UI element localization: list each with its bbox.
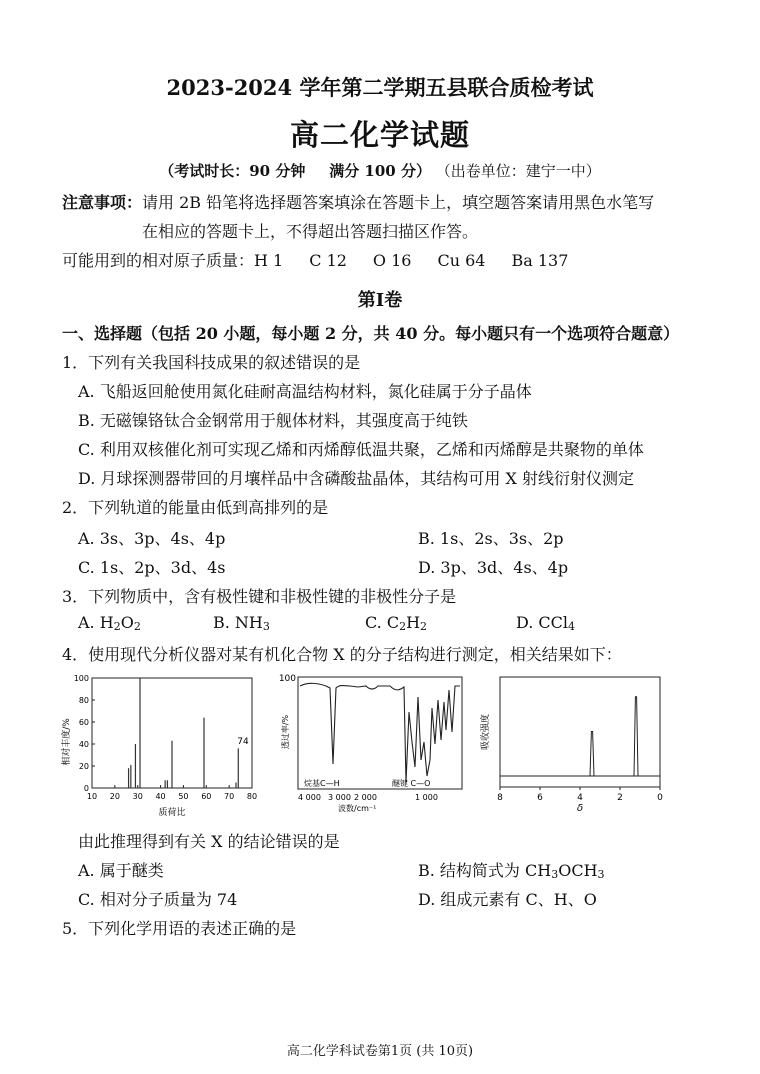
- nmr-xtick-label: 6: [537, 793, 543, 803]
- q2-option-c: C. 1s、2p、3d、4s: [78, 558, 226, 577]
- ms-xtick-label: 10: [86, 792, 98, 801]
- exam-full-score: 满分 100 分）: [329, 162, 431, 180]
- notice-label: 注意事项：: [62, 193, 143, 212]
- ir-spectrum-chart: [278, 672, 468, 818]
- q2-option-a: A. 3s、3p、4s、4p: [78, 529, 226, 548]
- atomic-mass-o: O 16: [372, 251, 412, 270]
- q2-option-d: D. 3p、3d、4s、4p: [418, 558, 569, 577]
- q4-conclusion: 由此推理得到有关 X 的结论错误的是: [78, 832, 340, 851]
- ms-xtick-label: 40: [155, 792, 166, 801]
- ir-transmittance-curve: [300, 683, 460, 782]
- exam-subtitle: 高二化学试题: [289, 118, 470, 152]
- nmr-xtick-label: 4: [577, 793, 583, 803]
- ms-ytick-label: 100: [73, 674, 89, 683]
- atomic-masses-label: 可能用到的相对原子质量：: [62, 251, 255, 270]
- q3-option-b: B. $NH_3$: [213, 613, 270, 633]
- ir-xtick-4000: 4 000: [298, 793, 321, 802]
- q1-option-c: C. 利用双核催化剂可实现乙烯和丙烯醇低温共聚，乙烯和丙烯醇是共聚物的单体: [78, 440, 644, 459]
- q3-option-c: C. $C_2H_2$: [365, 613, 428, 633]
- atomic-mass-c: C 12: [309, 251, 347, 270]
- atomic-mass-cu: Cu 64: [437, 251, 486, 270]
- nmr-peak: [590, 731, 594, 776]
- ms-ylabel: 相对丰度/%: [62, 718, 72, 766]
- q4-stem: 4．使用现代分析仪器对某有机化合物 X 的分子结构进行测定，相关结果如下：: [62, 645, 622, 664]
- ms-xtick-label: 20: [109, 792, 120, 801]
- ms-xtick-label: 80: [246, 792, 258, 801]
- q4-option-d: D. 组成元素有 C、H、O: [418, 890, 597, 909]
- atomic-mass-ba: Ba 137: [511, 251, 569, 270]
- q5-stem: 5．下列化学用语的表述正确的是: [62, 919, 297, 938]
- nmr-xtick-label: 8: [497, 793, 503, 803]
- ms-ytick-label: 80: [78, 696, 89, 705]
- ir-annotation-co: 醚键 C—O: [392, 779, 431, 788]
- ms-xtick-label: 50: [178, 792, 189, 801]
- exam-duration: （考试时长：90 分钟: [159, 162, 306, 180]
- mass-spectrum-chart: [60, 672, 265, 818]
- nmr-spectrum-chart: [478, 672, 668, 818]
- ms-ytick-label: 60: [78, 718, 89, 727]
- nmr-xtick-label: 0: [657, 793, 663, 803]
- ms-xlabel: 质荷比: [158, 808, 186, 818]
- q3-stem: 3．下列物质中，含有极性键和非极性键的非极性分子是: [62, 587, 457, 606]
- nmr-peak: [634, 697, 638, 776]
- q3-option-a: A. $H_2O_2$: [78, 613, 141, 633]
- q1-option-d: D. 月球探测器带回的月壤样品中含磷酸盐晶体，其结构可用 X 射线衍射仪测定: [78, 469, 634, 488]
- ms-ytick-label: 40: [78, 740, 89, 749]
- ir-frame: [298, 677, 462, 789]
- nmr-xlabel: δ: [576, 803, 584, 814]
- page-footer: 高二化学科试卷第1页 (共 10页): [286, 1044, 474, 1059]
- atomic-masses: [62, 248, 568, 271]
- ms-xtick-label: 70: [224, 792, 235, 801]
- exam-issuer: （出卷单位：建宁一中）: [435, 162, 601, 180]
- ir-xlabel: 波数/cm⁻¹: [338, 804, 377, 813]
- q4-option-b: B. 结构简式为 $CH_3OCH_3$: [418, 861, 605, 881]
- ir-ytick-100: 100: [278, 674, 296, 684]
- q1-option-a: A. 飞船返回舱使用氮化硅耐高温结构材料，氮化硅属于分子晶体: [78, 382, 532, 401]
- ms-annotation-74: 74: [237, 737, 249, 747]
- q3-option-d: D. CCl$_4$: [516, 613, 576, 633]
- ir-xtick-1000: 1 000: [415, 793, 438, 802]
- notice-line-2: 在相应的答题卡上，不得超出答题扫描区作答。: [142, 222, 479, 241]
- q1-stem: 1．下列有关我国科技成果的叙述错误的是: [62, 353, 361, 372]
- notice-line-1: [62, 190, 654, 213]
- ir-xtick-3000: 3 000: [328, 793, 351, 802]
- q2-option-b: B. 1s、2s、3s、2p: [418, 529, 564, 548]
- nmr-xtick-label: 2: [617, 793, 623, 803]
- q4-option-c: C. 相对分子质量为 74: [78, 890, 238, 909]
- ir-annotation-ch: 烷基C—H: [304, 779, 340, 788]
- atomic-mass-h: H 1: [254, 251, 284, 270]
- ms-ytick-label: 0: [83, 784, 89, 793]
- q1-option-b: B. 无磁镍铬钛合金钢常用于舰体材料，其强度高于纯铁: [78, 411, 468, 430]
- ir-ylabel: 透过率/%: [281, 714, 290, 750]
- q2-stem: 2．下列轨道的能量由低到高排列的是: [62, 498, 329, 517]
- exam-title: 2023-2024 学年第二学期五县联合质检考试: [166, 75, 594, 100]
- ms-xtick-label: 30: [132, 792, 143, 801]
- volume-title: 第Ⅰ卷: [357, 290, 403, 311]
- ms-ytick-label: 20: [78, 762, 89, 771]
- ms-xtick-label: 60: [201, 792, 212, 801]
- nmr-frame: [500, 677, 660, 787]
- ir-xtick-2000: 2 000: [354, 793, 377, 802]
- section-1-title: 一、选择题（包括 20 小题，每小题 2 分，共 40 分。每小题只有一个选项符合题意）: [62, 324, 680, 343]
- q4-option-a: A. 属于醚类: [78, 861, 164, 880]
- notice-text-1: 请用 2B 铅笔将选择题答案填涂在答题卡上，填空题答案请用黑色水笔写: [142, 193, 655, 212]
- exam-meta: [0, 160, 760, 181]
- nmr-ylabel: 吸收强度: [481, 713, 491, 751]
